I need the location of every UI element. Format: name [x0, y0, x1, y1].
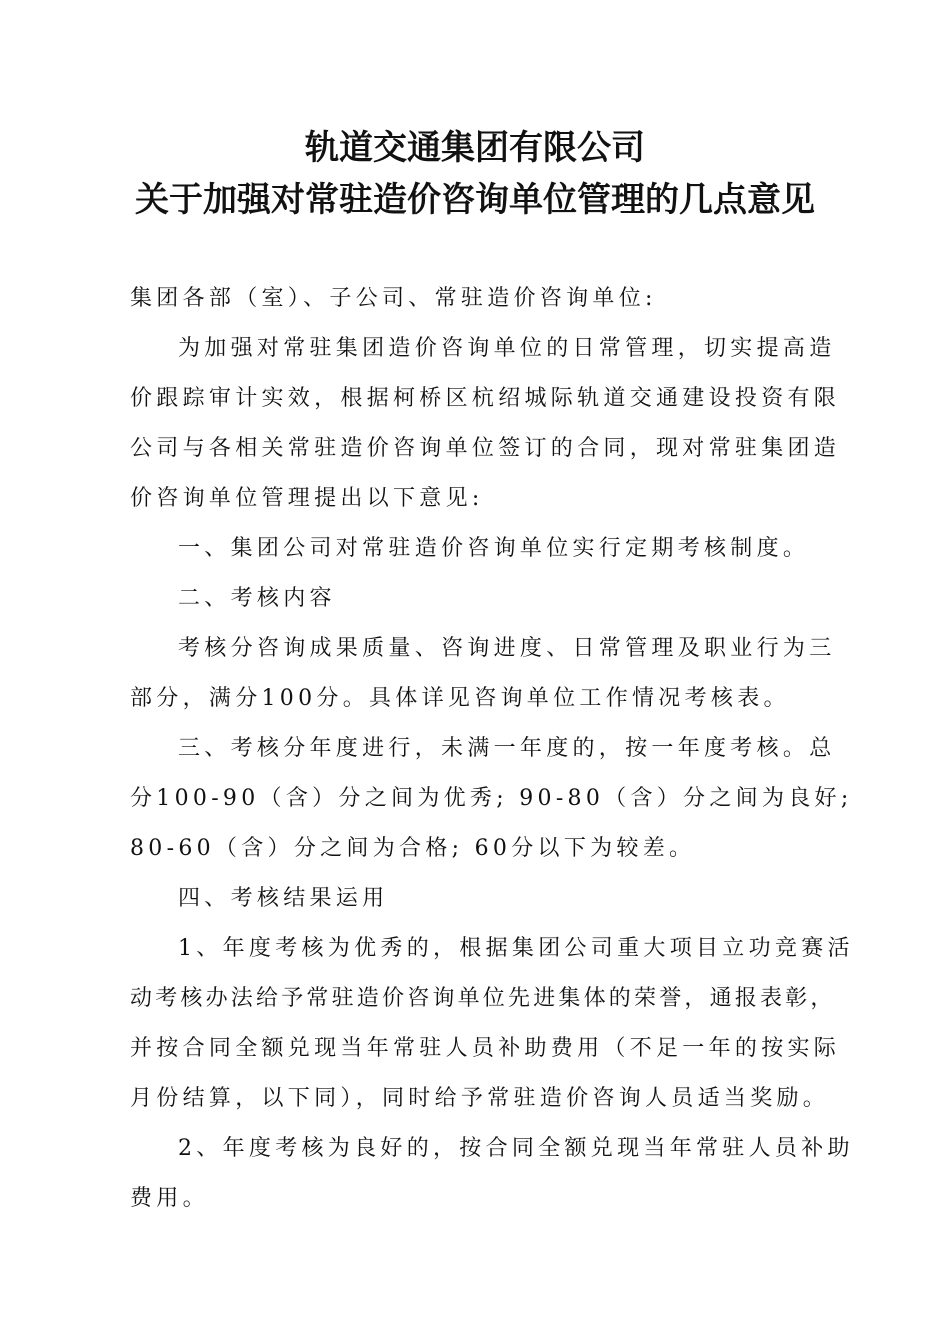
item-1-line: 1、年度考核为优秀的，根据集团公司重大项目立功竞赛活 — [178, 936, 854, 961]
item-1-line: 并按合同全额兑现当年常驻人员补助费用（不足一年的按实际 — [130, 1036, 841, 1061]
item-2-line: 费用。 — [130, 1186, 209, 1211]
item-1-line: 月份结算，以下同），同时给予常驻造价咨询人员适当奖励。 — [130, 1086, 830, 1111]
intro-line: 价咨询单位管理提出以下意见: — [130, 486, 484, 511]
section-2-body-line: 部分，满分100分。具体详见咨询单位工作情况考核表。 — [130, 686, 790, 711]
salutation: 集团各部（室）、子公司、常驻造价咨询单位: — [130, 286, 657, 311]
intro-line: 价跟踪审计实效，根据柯桥区杭绍城际轨道交通建设投资有限 — [130, 386, 841, 411]
intro-line: 公司与各相关常驻造价咨询单位签订的合同，现对常驻集团造 — [130, 436, 841, 461]
section-2-body-line: 考核分咨询成果质量、咨询进度、日常管理及职业行为三 — [178, 636, 836, 661]
intro-line: 为加强对常驻集团造价咨询单位的日常管理，切实提高造 — [178, 336, 836, 361]
section-1: 一、集团公司对常驻造价咨询单位实行定期考核制度。 — [178, 536, 810, 561]
item-1-line: 动考核办法给予常驻造价咨询单位先进集体的荣誉，通报表彰， — [130, 986, 836, 1011]
document-title-line-1: 轨道交通集团有限公司 — [305, 128, 645, 168]
section-2-heading: 二、考核内容 — [178, 586, 336, 611]
section-3-line: 80-60（含）分之间为合格; 60分以下为较差。 — [130, 836, 696, 861]
section-3-line: 分100-90（含）分之间为优秀; 90-80（含）分之间为良好; — [130, 786, 853, 811]
section-4-heading: 四、考核结果运用 — [178, 886, 389, 911]
document-title-line-2: 关于加强对常驻造价咨询单位管理的几点意见 — [135, 180, 815, 220]
item-2-line: 2、年度考核为良好的，按合同全额兑现当年常驻人员补助 — [178, 1136, 854, 1161]
section-3-line: 三、考核分年度进行，未满一年度的，按一年度考核。总 — [178, 736, 836, 761]
